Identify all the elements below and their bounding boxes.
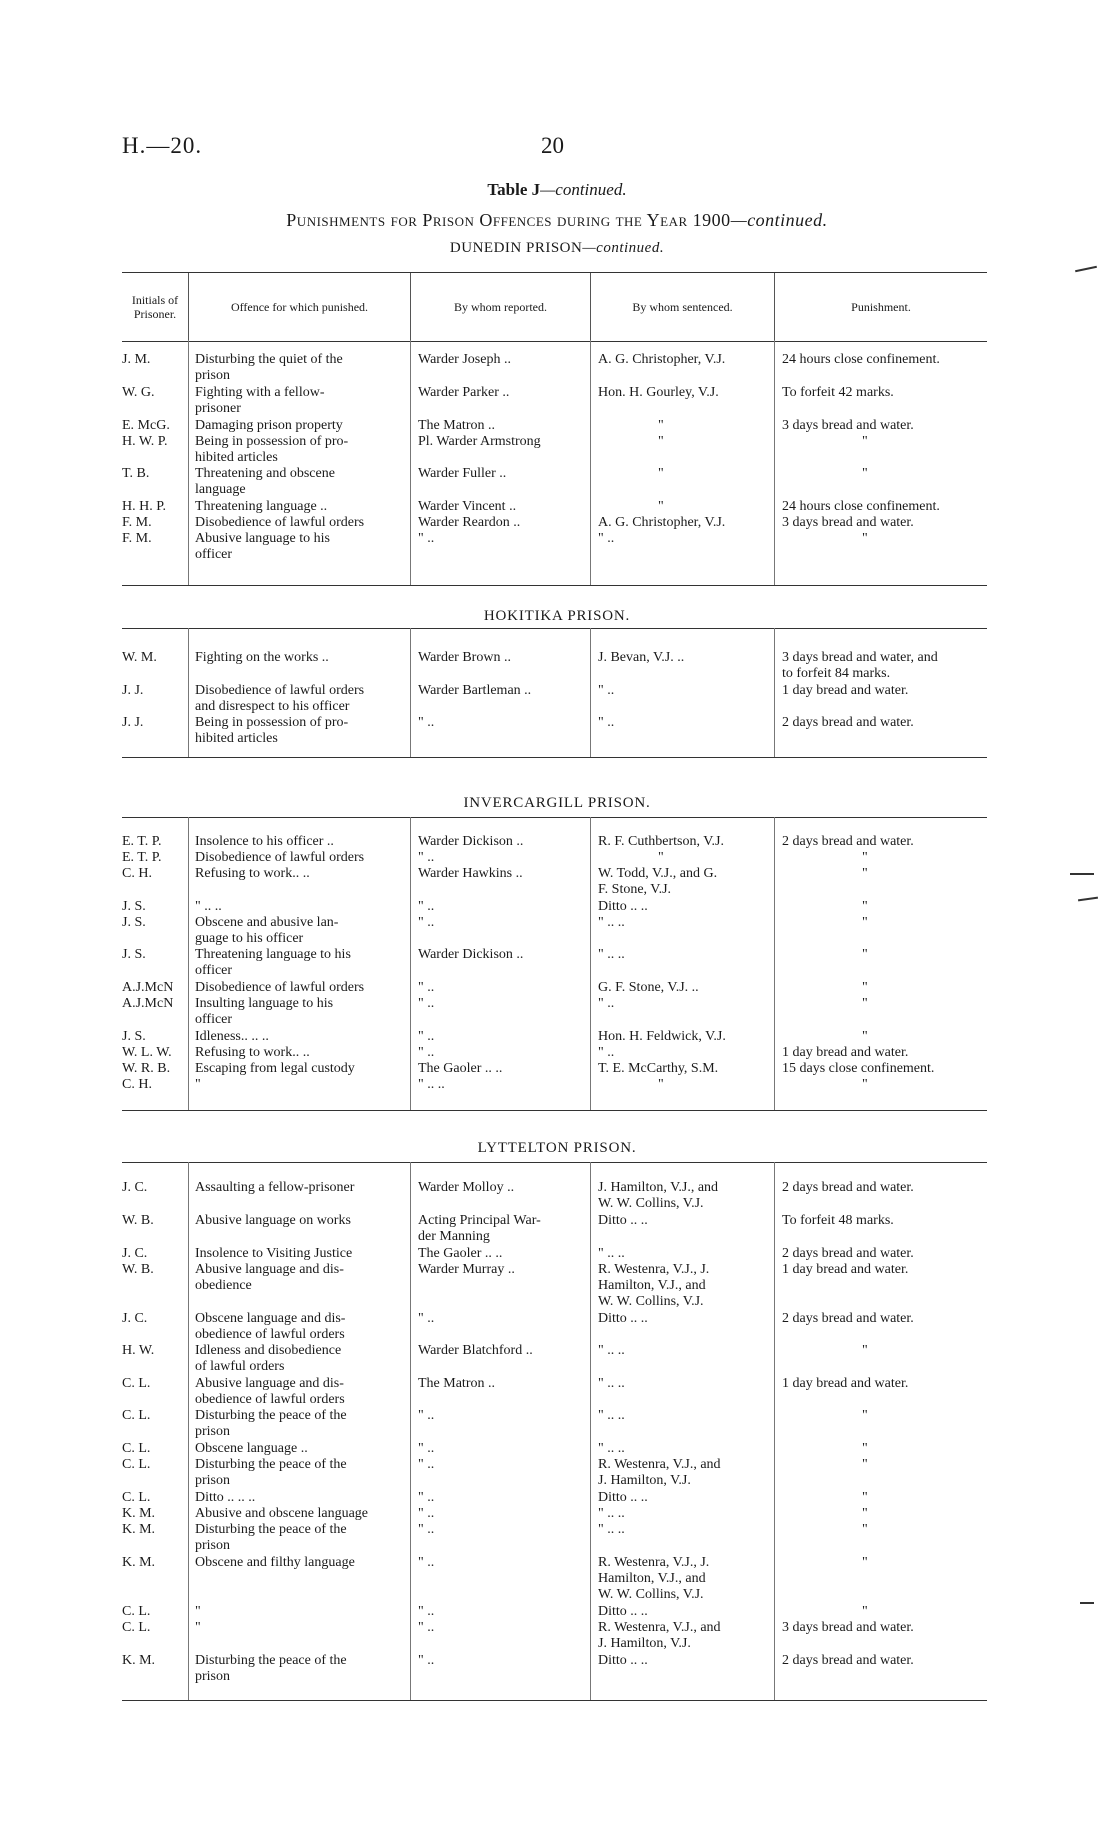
section-bottom-rule xyxy=(122,1110,987,1111)
cell-sentenced: A. G. Christopher, V.J. xyxy=(598,352,726,367)
section-title: LYTTELTON PRISON. xyxy=(477,1140,637,1156)
cell-offence: " xyxy=(195,1077,201,1092)
cell-punishment: " xyxy=(862,1457,868,1472)
cell-initials: C. L. xyxy=(122,1604,151,1619)
column-divider xyxy=(590,628,591,757)
cell-punishment: " xyxy=(862,1506,868,1521)
cell-reported: " .. xyxy=(418,715,435,730)
cell-offence: Obscene and abusive lan- guage to his officer xyxy=(195,915,339,946)
cell-punishment: 3 days bread and water. xyxy=(782,515,914,530)
cell-punishment: " xyxy=(862,947,868,962)
cell-offence: Threatening language .. xyxy=(195,499,328,514)
cell-initials: J. J. xyxy=(122,715,144,730)
cell-sentenced: " xyxy=(658,850,664,865)
cell-reported: The Matron .. xyxy=(418,418,495,433)
cell-offence: " xyxy=(195,1620,201,1635)
cell-offence: Damaging prison property xyxy=(195,418,343,433)
cell-sentenced: " .. xyxy=(598,715,615,730)
table-rule xyxy=(122,1162,987,1163)
cell-initials: A.J.McN xyxy=(122,980,174,995)
cell-punishment: 3 days bread and water. xyxy=(782,1620,914,1635)
column-divider xyxy=(410,1162,411,1700)
cell-initials: W. R. B. xyxy=(122,1061,171,1076)
cell-punishment: " xyxy=(862,531,868,546)
cell-initials: C. L. xyxy=(122,1490,151,1505)
cell-reported: " .. xyxy=(418,850,435,865)
cell-sentenced: " .. xyxy=(598,1045,615,1060)
cell-initials: J. C. xyxy=(122,1311,148,1326)
cell-sentenced: " .. xyxy=(598,683,615,698)
cell-initials: H. W. xyxy=(122,1343,155,1358)
table-subtitle xyxy=(0,210,1114,231)
margin-mark xyxy=(1075,266,1097,273)
column-divider xyxy=(590,1162,591,1700)
header-initials: Initials of Prisoner. xyxy=(131,293,179,321)
cell-punishment: 15 days close confinement. xyxy=(782,1061,935,1076)
column-divider xyxy=(188,1162,189,1700)
cell-offence: Disturbing the peace of the prison xyxy=(195,1522,347,1553)
cell-initials: J. S. xyxy=(122,947,146,962)
cell-offence: Disobedience of lawful orders xyxy=(195,850,365,865)
section-bottom-rule xyxy=(122,1700,987,1701)
cell-offence: Fighting with a fellow- prisoner xyxy=(195,385,325,416)
cell-sentenced: Ditto .. .. xyxy=(598,1213,648,1228)
cell-initials: J. S. xyxy=(122,899,146,914)
column-divider xyxy=(410,628,411,757)
cell-sentenced: R. Westenra, V.J., J. Hamilton, V.J., and W. W. Collins, V.J. xyxy=(598,1555,710,1602)
cell-offence: Assaulting a fellow-prisoner xyxy=(195,1180,355,1195)
cell-reported: Warder Dickison .. xyxy=(418,834,524,849)
cell-punishment: " xyxy=(862,996,868,1011)
cell-punishment: " xyxy=(862,850,868,865)
cell-reported: Acting Principal War- der Manning xyxy=(418,1213,541,1244)
cell-sentenced: Ditto .. .. xyxy=(598,1490,648,1505)
table-rule xyxy=(122,628,987,629)
cell-initials: W. L. W. xyxy=(122,1045,172,1060)
cell-sentenced: Ditto .. .. xyxy=(598,1604,648,1619)
cell-offence: Refusing to work.. .. xyxy=(195,1045,310,1060)
cell-initials: J. S. xyxy=(122,915,146,930)
cell-initials: K. M. xyxy=(122,1522,156,1537)
cell-initials: C. L. xyxy=(122,1408,151,1423)
cell-reported: Warder Blatchford .. xyxy=(418,1343,533,1358)
table-rule xyxy=(122,817,987,818)
cell-punishment: 3 days bread and water. xyxy=(782,418,914,433)
cell-sentenced: " .. .. xyxy=(598,1522,625,1537)
cell-sentenced: T. E. McCarthy, S.M. xyxy=(598,1061,719,1076)
column-divider xyxy=(188,340,189,585)
cell-reported: Warder Parker .. xyxy=(418,385,510,400)
cell-reported: " .. xyxy=(418,899,435,914)
cell-sentenced: " .. xyxy=(598,996,615,1011)
column-divider xyxy=(188,628,189,757)
cell-initials: W. B. xyxy=(122,1262,154,1277)
cell-punishment: 1 day bread and water. xyxy=(782,1376,909,1391)
cell-reported: The Gaoler .. .. xyxy=(418,1061,503,1076)
cell-initials: C. L. xyxy=(122,1376,151,1391)
cell-initials: J. S. xyxy=(122,1029,146,1044)
cell-initials: C. L. xyxy=(122,1620,151,1635)
cell-reported: " .. xyxy=(418,1653,435,1668)
column-divider xyxy=(774,1162,775,1700)
section-title-suffix: —continued. xyxy=(582,240,665,256)
cell-initials: H. W. P. xyxy=(122,434,168,449)
cell-reported: Warder Bartleman .. xyxy=(418,683,532,698)
cell-sentenced: " xyxy=(658,1077,664,1092)
cell-initials: C. L. xyxy=(122,1441,151,1456)
cell-punishment: " xyxy=(862,866,868,881)
section-title-dunedin xyxy=(0,240,1114,257)
cell-reported: " .. xyxy=(418,1441,435,1456)
cell-sentenced: " .. .. xyxy=(598,915,625,930)
cell-punishment: To forfeit 42 marks. xyxy=(782,385,894,400)
cell-reported: " .. .. xyxy=(418,1077,445,1092)
section-title: HOKITIKA PRISON. xyxy=(483,608,631,624)
column-divider xyxy=(410,340,411,585)
cell-sentenced: Hon. H. Feldwick, V.J. xyxy=(598,1029,726,1044)
cell-sentenced: " .. .. xyxy=(598,1246,625,1261)
cell-punishment: 1 day bread and water. xyxy=(782,1262,909,1277)
section-bottom-rule xyxy=(122,757,987,758)
cell-punishment: " xyxy=(862,915,868,930)
cell-offence: Threatening and obscene language xyxy=(195,466,335,497)
cell-sentenced: " xyxy=(658,466,664,481)
cell-reported: Warder Hawkins .. xyxy=(418,866,523,881)
cell-punishment: " xyxy=(862,1441,868,1456)
table-subtitle-text: Punishments for Prison Offences during the Year 1900 xyxy=(286,210,731,230)
cell-initials: J. J. xyxy=(122,683,144,698)
cell-initials: C. H. xyxy=(122,1077,152,1092)
cell-initials: C. H. xyxy=(122,866,152,881)
cell-reported: Warder Murray .. xyxy=(418,1262,515,1277)
header-punishment: Punishment. xyxy=(774,273,987,341)
cell-initials: W. B. xyxy=(122,1213,154,1228)
cell-initials: K. M. xyxy=(122,1506,156,1521)
column-divider xyxy=(188,817,189,1110)
cell-punishment: 1 day bread and water. xyxy=(782,1045,909,1060)
cell-offence: Obscene language .. xyxy=(195,1441,308,1456)
cell-reported: " .. xyxy=(418,1029,435,1044)
cell-reported: Warder Joseph .. xyxy=(418,352,511,367)
cell-punishment: 2 days bread and water. xyxy=(782,1180,914,1195)
header-offence: Offence for which punished. xyxy=(188,273,410,341)
cell-reported: Warder Vincent .. xyxy=(418,499,517,514)
cell-offence: Refusing to work.. .. xyxy=(195,866,310,881)
cell-reported: " .. xyxy=(418,1457,435,1472)
cell-offence: Abusive language on works xyxy=(195,1213,351,1228)
margin-mark xyxy=(1078,897,1098,902)
cell-punishment: 2 days bread and water. xyxy=(782,1246,914,1261)
margin-mark xyxy=(1070,873,1094,875)
cell-punishment: " xyxy=(862,1343,868,1358)
cell-initials: J. C. xyxy=(122,1246,148,1261)
cell-punishment: 24 hours close confinement. xyxy=(782,352,940,367)
cell-initials: J. M. xyxy=(122,352,151,367)
cell-reported: The Matron .. xyxy=(418,1376,495,1391)
cell-sentenced: G. F. Stone, V.J. .. xyxy=(598,980,699,995)
cell-punishment: 24 hours close confinement. xyxy=(782,499,940,514)
cell-initials: K. M. xyxy=(122,1653,156,1668)
cell-punishment: " xyxy=(862,980,868,995)
cell-punishment: " xyxy=(862,899,868,914)
cell-initials: E. T. P. xyxy=(122,834,162,849)
cell-reported: " .. xyxy=(418,1490,435,1505)
cell-sentenced: R. Westenra, V.J., and J. Hamilton, V.J. xyxy=(598,1620,721,1651)
cell-punishment: " xyxy=(862,1555,868,1570)
cell-sentenced: A. G. Christopher, V.J. xyxy=(598,515,726,530)
cell-sentenced: R. Westenra, V.J., and J. Hamilton, V.J. xyxy=(598,1457,721,1488)
cell-offence: Being in possession of pro- hibited articles xyxy=(195,434,349,465)
cell-offence: Abusive language and dis- obedience of lawful orders xyxy=(195,1376,345,1407)
cell-reported: Pl. Warder Armstrong xyxy=(418,434,541,449)
cell-offence: Disturbing the quiet of the prison xyxy=(195,352,343,383)
cell-offence: Threatening language to his officer xyxy=(195,947,351,978)
table-title-suffix: —continued. xyxy=(540,180,627,199)
cell-reported: " .. xyxy=(418,980,435,995)
cell-offence: Insulting language to his officer xyxy=(195,996,334,1027)
cell-reported: Warder Brown .. xyxy=(418,650,511,665)
cell-offence: Disturbing the peace of the prison xyxy=(195,1408,347,1439)
cell-reported: " .. xyxy=(418,1408,435,1423)
cell-reported: " .. xyxy=(418,1555,435,1570)
column-divider xyxy=(774,628,775,757)
cell-reported: " .. xyxy=(418,1311,435,1326)
cell-offence: Being in possession of pro- hibited articles xyxy=(195,715,349,746)
cell-offence: " .. .. xyxy=(195,899,222,914)
cell-initials: C. L. xyxy=(122,1457,151,1472)
page-number: 20 xyxy=(541,133,564,158)
header-sentenced: By whom sentenced. xyxy=(590,273,774,341)
cell-offence: Disturbing the peace of the prison xyxy=(195,1653,347,1684)
cell-sentenced: R. Westenra, V.J., J. Hamilton, V.J., and W. W. Collins, V.J. xyxy=(598,1262,710,1309)
cell-punishment: 1 day bread and water. xyxy=(782,683,909,698)
cell-offence: Insolence to his officer .. xyxy=(195,834,334,849)
cell-reported: Warder Fuller .. xyxy=(418,466,507,481)
cell-punishment: 3 days bread and water, and to forfeit 84 marks. xyxy=(782,650,938,681)
cell-punishment: 2 days bread and water. xyxy=(782,1653,914,1668)
column-divider xyxy=(590,817,591,1110)
cell-punishment: 2 days bread and water. xyxy=(782,715,914,730)
cell-sentenced: " xyxy=(658,499,664,514)
cell-initials: A.J.McN xyxy=(122,996,174,1011)
cell-punishment: " xyxy=(862,1604,868,1619)
cell-sentenced: Ditto .. .. xyxy=(598,1311,648,1326)
cell-punishment: " xyxy=(862,1490,868,1505)
cell-punishment: " xyxy=(862,466,868,481)
cell-offence: Idleness and disobedience of lawful orders xyxy=(195,1343,342,1374)
section-bottom-rule xyxy=(122,585,987,586)
cell-punishment: " xyxy=(862,1077,868,1092)
cell-initials: H. H. P. xyxy=(122,499,166,514)
cell-offence: Disobedience of lawful orders and disrespect to his officer xyxy=(195,683,365,714)
cell-sentenced: " .. .. xyxy=(598,947,625,962)
cell-initials: E. McG. xyxy=(122,418,170,433)
column-divider xyxy=(410,817,411,1110)
cell-reported: " .. xyxy=(418,1620,435,1635)
cell-offence: Escaping from legal custody xyxy=(195,1061,355,1076)
cell-initials: W. G. xyxy=(122,385,155,400)
cell-sentenced: " .. .. xyxy=(598,1343,625,1358)
cell-punishment: 2 days bread and water. xyxy=(782,834,914,849)
cell-sentenced: " .. .. xyxy=(598,1408,625,1423)
cell-sentenced: J. Bevan, V.J. .. xyxy=(598,650,685,665)
cell-reported: Warder Dickison .. xyxy=(418,947,524,962)
header-reported: By whom reported. xyxy=(410,273,590,341)
table-title xyxy=(0,180,1114,200)
cell-punishment: " xyxy=(862,1408,868,1423)
cell-sentenced: J. Hamilton, V.J., and W. W. Collins, V.J. xyxy=(598,1180,719,1211)
cell-offence: Abusive language to his officer xyxy=(195,531,330,562)
cell-reported: " .. xyxy=(418,1522,435,1537)
cell-reported: " .. xyxy=(418,1604,435,1619)
cell-initials: F. M. xyxy=(122,515,152,530)
cell-sentenced: " .. .. xyxy=(598,1441,625,1456)
cell-punishment: " xyxy=(862,434,868,449)
cell-offence: Fighting on the works .. xyxy=(195,650,329,665)
cell-reported: The Gaoler .. .. xyxy=(418,1246,503,1261)
cell-offence: Abusive language and dis- obedience xyxy=(195,1262,344,1293)
cell-reported: " .. xyxy=(418,1506,435,1521)
cell-offence: Disturbing the peace of the prison xyxy=(195,1457,347,1488)
cell-punishment: " xyxy=(862,1522,868,1537)
cell-sentenced: Ditto .. .. xyxy=(598,899,648,914)
table-title-text: Table J xyxy=(487,180,541,199)
cell-sentenced: " .. xyxy=(598,531,615,546)
table-subtitle-suffix: —continued. xyxy=(730,210,828,230)
cell-offence: Insolence to Visiting Justice xyxy=(195,1246,353,1261)
cell-offence: Ditto .. .. .. xyxy=(195,1490,256,1505)
cell-reported: " .. xyxy=(418,1045,435,1060)
cell-sentenced: Hon. H. Gourley, V.J. xyxy=(598,385,719,400)
margin-mark xyxy=(1080,1602,1094,1604)
cell-sentenced: " .. .. xyxy=(598,1376,625,1391)
cell-offence: " xyxy=(195,1604,201,1619)
cell-reported: " .. xyxy=(418,996,435,1011)
cell-offence: Disobedience of lawful orders xyxy=(195,980,365,995)
cell-sentenced: Ditto .. .. xyxy=(598,1653,648,1668)
cell-reported: Warder Reardon .. xyxy=(418,515,521,530)
cell-offence: Obscene and filthy language xyxy=(195,1555,355,1570)
cell-initials: W. M. xyxy=(122,650,157,665)
cell-punishment: " xyxy=(862,1029,868,1044)
cell-reported: " .. xyxy=(418,531,435,546)
document-reference: H.—20. xyxy=(122,133,203,158)
cell-initials: T. B. xyxy=(122,466,150,481)
cell-sentenced: " .. .. xyxy=(598,1506,625,1521)
cell-offence: Obscene language and dis- obedience of lawful orders xyxy=(195,1311,346,1342)
cell-reported: Warder Molloy .. xyxy=(418,1180,515,1195)
cell-offence: Abusive and obscene language xyxy=(195,1506,368,1521)
cell-initials: F. M. xyxy=(122,531,152,546)
cell-initials: E. T. P. xyxy=(122,850,162,865)
cell-sentenced: " xyxy=(658,434,664,449)
section-title: INVERCARGILL PRISON. xyxy=(463,795,651,811)
column-divider xyxy=(590,340,591,585)
cell-initials: K. M. xyxy=(122,1555,156,1570)
cell-reported: " .. xyxy=(418,915,435,930)
column-divider xyxy=(774,340,775,585)
cell-sentenced: R. F. Cuthbertson, V.J. xyxy=(598,834,724,849)
cell-initials: J. C. xyxy=(122,1180,148,1195)
cell-punishment: To forfeit 48 marks. xyxy=(782,1213,894,1228)
cell-offence: Idleness.. .. .. xyxy=(195,1029,269,1044)
table-header xyxy=(122,272,987,342)
cell-offence: Disobedience of lawful orders xyxy=(195,515,365,530)
cell-sentenced: W. Todd, V.J., and G. F. Stone, V.J. xyxy=(598,866,718,897)
cell-punishment: 2 days bread and water. xyxy=(782,1311,914,1326)
cell-sentenced: " xyxy=(658,418,664,433)
section-title-text: DUNEDIN PRISON xyxy=(449,240,583,256)
